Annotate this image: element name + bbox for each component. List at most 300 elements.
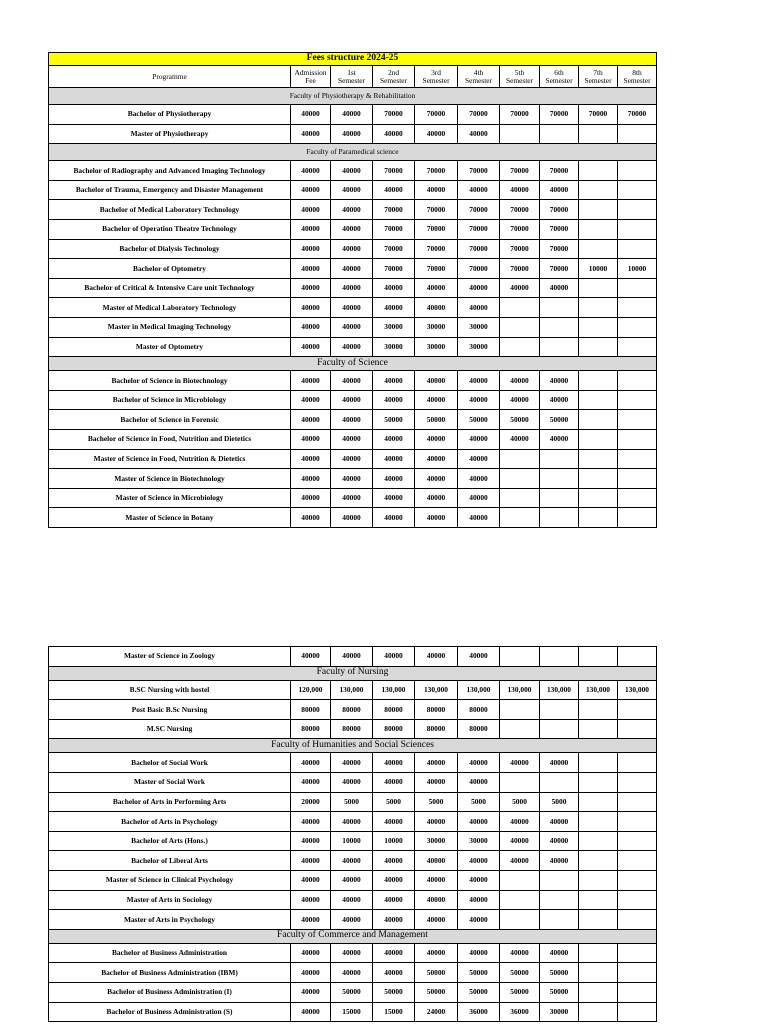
fee-cell: 40000 xyxy=(331,317,373,337)
fee-cell: 40000 xyxy=(458,772,500,792)
table-row xyxy=(49,239,657,259)
fee-cell xyxy=(618,161,657,181)
fee-cell: 30000 xyxy=(415,831,458,851)
fee-cell: 40000 xyxy=(415,429,458,449)
fee-cell: 40000 xyxy=(500,429,540,449)
fee-cell: 70000 xyxy=(500,259,540,279)
fee-cell: 40000 xyxy=(415,647,458,667)
fee-cell: 40000 xyxy=(373,910,415,930)
fee-cell: 80000 xyxy=(458,700,500,720)
programme-name: Master of Science in Clinical Psychology xyxy=(49,870,291,890)
fee-cell: 130,000 xyxy=(458,680,500,700)
table-row xyxy=(49,700,657,720)
fee-cell xyxy=(579,239,618,259)
table-row xyxy=(49,508,657,528)
fee-cell: 40000 xyxy=(458,124,500,144)
fee-cell: 70000 xyxy=(500,219,540,239)
fee-cell xyxy=(618,337,657,357)
fee-cell: 40000 xyxy=(331,390,373,410)
fee-cell: 70000 xyxy=(458,161,500,181)
fee-cell: 40000 xyxy=(373,371,415,391)
fee-cell: 40000 xyxy=(291,982,331,1002)
fee-cell xyxy=(618,1002,657,1022)
fee-cell: 40000 xyxy=(458,469,500,489)
fee-cell: 36000 xyxy=(500,1002,540,1022)
faculty-row xyxy=(49,88,657,105)
fee-cell xyxy=(618,469,657,489)
fee-cell: 40000 xyxy=(458,278,500,298)
fee-cell: 40000 xyxy=(291,278,331,298)
fee-cell: 40000 xyxy=(458,890,500,910)
table-row xyxy=(49,371,657,391)
fee-cell: 50000 xyxy=(500,982,540,1002)
fee-cell xyxy=(500,700,540,720)
fee-cell: 5000 xyxy=(331,792,373,812)
fee-cell: 40000 xyxy=(331,963,373,983)
fee-cell: 40000 xyxy=(331,870,373,890)
faculty-heading: Faculty of Humanities and Social Sciences xyxy=(49,739,657,753)
table-row xyxy=(49,943,657,963)
fee-cell: 40000 xyxy=(373,812,415,832)
fee-cell: 40000 xyxy=(458,508,500,528)
fee-cell: 15000 xyxy=(331,1002,373,1022)
programme-name: Bachelor of Arts in Psychology xyxy=(49,812,291,832)
header-line-2: Semester xyxy=(422,75,450,85)
header-line-2: Semester xyxy=(584,75,612,85)
fee-cell: 70000 xyxy=(415,161,458,181)
fee-cell: 70000 xyxy=(540,259,579,279)
fee-cell: 40000 xyxy=(331,812,373,832)
fee-cell: 70000 xyxy=(415,259,458,279)
table-row xyxy=(49,161,657,181)
fee-cell: 40000 xyxy=(373,890,415,910)
fee-cell: 40000 xyxy=(373,508,415,528)
header-line-1: 2nd xyxy=(387,67,400,77)
programme-name: Master of Arts in Sociology xyxy=(49,890,291,910)
fee-cell: 40000 xyxy=(500,390,540,410)
fee-cell: 80000 xyxy=(373,700,415,720)
fee-cell xyxy=(540,700,579,720)
table-row xyxy=(49,870,657,890)
fee-cell xyxy=(618,488,657,508)
fee-cell: 40000 xyxy=(291,812,331,832)
fee-cell xyxy=(579,161,618,181)
fee-cell: 10000 xyxy=(579,259,618,279)
fee-cell: 40000 xyxy=(373,772,415,792)
fee-cell: 40000 xyxy=(540,371,579,391)
fee-cell xyxy=(618,278,657,298)
fee-cell: 40000 xyxy=(291,239,331,259)
fee-cell xyxy=(500,469,540,489)
fee-cell xyxy=(540,772,579,792)
fee-cell: 40000 xyxy=(415,812,458,832)
fee-cell: 50000 xyxy=(458,963,500,983)
fee-cell xyxy=(579,371,618,391)
fee-cell: 40000 xyxy=(331,488,373,508)
fee-cell: 130,000 xyxy=(373,680,415,700)
faculty-row xyxy=(49,357,657,371)
fee-cell: 80000 xyxy=(415,700,458,720)
fee-cell xyxy=(579,812,618,832)
fee-cell: 70000 xyxy=(415,200,458,220)
table-row xyxy=(49,1002,657,1022)
fee-cell: 40000 xyxy=(458,390,500,410)
fee-cell xyxy=(618,772,657,792)
fee-cell xyxy=(579,1002,618,1022)
fee-cell xyxy=(579,180,618,200)
fee-cell: 80000 xyxy=(415,719,458,739)
fee-cell xyxy=(579,982,618,1002)
fee-cell: 120,000 xyxy=(291,680,331,700)
table-row xyxy=(49,851,657,871)
fee-cell: 40000 xyxy=(331,753,373,773)
fee-cell: 40000 xyxy=(331,890,373,910)
fee-cell: 40000 xyxy=(291,831,331,851)
fee-cell: 70000 xyxy=(458,105,500,125)
fee-cell: 70000 xyxy=(458,259,500,279)
fee-cell: 70000 xyxy=(458,219,500,239)
fee-cell: 40000 xyxy=(540,812,579,832)
table-row xyxy=(49,831,657,851)
fee-cell xyxy=(579,943,618,963)
fee-cell xyxy=(579,753,618,773)
fee-cell: 40000 xyxy=(500,943,540,963)
fee-cell: 40000 xyxy=(291,508,331,528)
fee-cell: 50000 xyxy=(500,963,540,983)
programme-name: Master of Arts in Psychology xyxy=(49,910,291,930)
fee-cell: 40000 xyxy=(331,429,373,449)
fee-cell xyxy=(500,508,540,528)
table-row xyxy=(49,469,657,489)
fee-cell: 40000 xyxy=(331,851,373,871)
fee-cell: 40000 xyxy=(373,469,415,489)
fee-cell: 40000 xyxy=(415,390,458,410)
fee-cell xyxy=(618,700,657,720)
fee-cell xyxy=(618,982,657,1002)
fee-cell xyxy=(579,963,618,983)
fee-cell: 40000 xyxy=(540,390,579,410)
fee-cell: 50000 xyxy=(458,410,500,430)
programme-name: B.SC Nursing with hostel xyxy=(49,680,291,700)
table-row xyxy=(49,124,657,144)
faculty-heading: Faculty of Nursing xyxy=(49,666,657,680)
header-line-2: Semester xyxy=(545,75,573,85)
fee-cell: 5000 xyxy=(415,792,458,812)
fee-cell: 70000 xyxy=(458,239,500,259)
fee-cell: 70000 xyxy=(540,161,579,181)
fee-cell: 40000 xyxy=(291,390,331,410)
fees-structure-title: Fees structure 2024-25 xyxy=(49,53,657,66)
header-line-1: 7th xyxy=(593,67,603,77)
programme-name: Master of Science in Biotechnology xyxy=(49,469,291,489)
fee-cell: 40000 xyxy=(291,870,331,890)
fee-cell xyxy=(540,449,579,469)
fee-cell xyxy=(618,647,657,667)
fee-cell: 40000 xyxy=(331,772,373,792)
fee-cell: 40000 xyxy=(500,812,540,832)
fee-cell: 70000 xyxy=(415,219,458,239)
fee-cell: 50000 xyxy=(540,963,579,983)
programme-name: Bachelor of Business Administration xyxy=(49,943,291,963)
fee-cell: 40000 xyxy=(540,278,579,298)
fee-cell: 40000 xyxy=(331,219,373,239)
fee-cell: 5000 xyxy=(458,792,500,812)
fee-cell: 40000 xyxy=(458,753,500,773)
fee-cell xyxy=(618,219,657,239)
fee-cell: 130,000 xyxy=(618,680,657,700)
programme-name: Bachelor of Science in Food, Nutrition and Dietetics xyxy=(49,429,291,449)
fee-cell: 40000 xyxy=(500,278,540,298)
fee-cell xyxy=(540,124,579,144)
fee-cell: 40000 xyxy=(291,180,331,200)
table-row xyxy=(49,390,657,410)
fee-cell: 70000 xyxy=(500,200,540,220)
fee-cell: 5000 xyxy=(500,792,540,812)
fee-cell: 50000 xyxy=(540,410,579,430)
fee-cell: 30000 xyxy=(373,337,415,357)
faculty-heading: Faculty of Science xyxy=(49,357,657,371)
fee-cell: 40000 xyxy=(415,488,458,508)
fee-cell: 40000 xyxy=(331,239,373,259)
fee-cell: 40000 xyxy=(331,508,373,528)
fee-cell xyxy=(579,469,618,489)
fee-cell: 40000 xyxy=(415,851,458,871)
table-row xyxy=(49,812,657,832)
fee-cell xyxy=(579,200,618,220)
programme-name: Master of Science in Microbiology xyxy=(49,488,291,508)
fee-cell xyxy=(500,298,540,318)
fee-cell: 70000 xyxy=(373,161,415,181)
programme-name: Post Basic B.Sc Nursing xyxy=(49,700,291,720)
fee-cell xyxy=(540,488,579,508)
fee-cell: 70000 xyxy=(500,239,540,259)
header-line-2: Semester xyxy=(337,75,366,85)
fee-cell xyxy=(540,298,579,318)
fee-cell: 40000 xyxy=(500,180,540,200)
fee-cell xyxy=(579,831,618,851)
fee-cell: 40000 xyxy=(331,105,373,125)
programme-name: Bachelor of Optometry xyxy=(49,259,291,279)
programme-name: Bachelor of Operation Theatre Technology xyxy=(49,219,291,239)
fee-cell: 40000 xyxy=(291,963,331,983)
fee-cell xyxy=(579,124,618,144)
fee-cell xyxy=(618,317,657,337)
table-row xyxy=(49,647,657,667)
fee-cell xyxy=(579,792,618,812)
fee-cell xyxy=(579,910,618,930)
fee-cell: 40000 xyxy=(458,429,500,449)
fee-cell xyxy=(618,449,657,469)
header-line-1: 1st xyxy=(347,67,356,77)
fee-cell: 40000 xyxy=(331,469,373,489)
fee-cell xyxy=(540,890,579,910)
fee-cell xyxy=(618,298,657,318)
fee-cell: 40000 xyxy=(291,851,331,871)
header-line-2: Semester xyxy=(464,75,493,85)
fee-cell: 80000 xyxy=(331,700,373,720)
table-row xyxy=(49,278,657,298)
fee-cell: 40000 xyxy=(291,469,331,489)
fee-cell: 40000 xyxy=(331,200,373,220)
fee-cell: 40000 xyxy=(331,180,373,200)
fee-cell: 30000 xyxy=(373,317,415,337)
fee-cell: 40000 xyxy=(458,812,500,832)
faculty-row xyxy=(49,929,657,943)
fee-cell xyxy=(618,910,657,930)
fee-cell xyxy=(540,469,579,489)
fee-cell xyxy=(618,890,657,910)
fee-cell: 70000 xyxy=(373,239,415,259)
fee-cell: 40000 xyxy=(331,910,373,930)
faculty-heading: Faculty of Commerce and Management xyxy=(49,929,657,943)
fee-cell: 40000 xyxy=(291,410,331,430)
header-line-1: 6th xyxy=(554,67,564,77)
programme-name: Bachelor of Critical & Intensive Care unit Technology xyxy=(49,278,291,298)
programme-header: Programme xyxy=(49,66,291,88)
fee-cell xyxy=(618,410,657,430)
fee-cell: 40000 xyxy=(291,105,331,125)
fee-cell xyxy=(579,429,618,449)
fee-cell: 40000 xyxy=(415,890,458,910)
table-row xyxy=(49,488,657,508)
fee-cell: 40000 xyxy=(291,219,331,239)
fee-cell: 40000 xyxy=(415,910,458,930)
fee-cell xyxy=(618,851,657,871)
fee-cell: 40000 xyxy=(291,429,331,449)
header-line-1: 3rd xyxy=(431,67,441,77)
fee-cell: 40000 xyxy=(540,753,579,773)
table-row xyxy=(49,429,657,449)
semester-header xyxy=(540,66,579,88)
fee-cell xyxy=(579,890,618,910)
faculty-heading: Faculty of Physiotherapy & Rehabilitation xyxy=(49,88,657,105)
fee-cell xyxy=(579,851,618,871)
fee-cell xyxy=(579,337,618,357)
fee-cell xyxy=(540,647,579,667)
fee-cell xyxy=(500,910,540,930)
programme-name: Bachelor of Arts in Performing Arts xyxy=(49,792,291,812)
fee-cell: 40000 xyxy=(373,449,415,469)
faculty-heading: Faculty of Paramedical science xyxy=(49,144,657,161)
fee-cell: 5000 xyxy=(373,792,415,812)
fee-cell: 50000 xyxy=(458,982,500,1002)
title-row xyxy=(49,53,657,66)
fee-cell: 40000 xyxy=(458,180,500,200)
fee-cell: 40000 xyxy=(373,851,415,871)
fee-cell: 40000 xyxy=(373,124,415,144)
fee-cell xyxy=(618,870,657,890)
table-row xyxy=(49,963,657,983)
fee-cell: 50000 xyxy=(540,982,579,1002)
fee-cell: 40000 xyxy=(415,124,458,144)
fee-cell: 40000 xyxy=(373,429,415,449)
fee-cell: 40000 xyxy=(458,449,500,469)
fee-cell: 70000 xyxy=(415,105,458,125)
programme-name: Master of Medical Laboratory Technology xyxy=(49,298,291,318)
semester-header xyxy=(373,66,415,88)
fee-cell: 30000 xyxy=(458,317,500,337)
fee-cell: 40000 xyxy=(373,647,415,667)
header-line-1: Admission xyxy=(294,67,327,77)
fee-cell: 50000 xyxy=(373,982,415,1002)
fee-cell: 40000 xyxy=(373,488,415,508)
faculty-row xyxy=(49,666,657,680)
programme-name: Bachelor of Business Administration (I) xyxy=(49,982,291,1002)
fee-cell: 40000 xyxy=(458,870,500,890)
fee-cell: 30000 xyxy=(415,317,458,337)
fee-cell: 80000 xyxy=(373,719,415,739)
fee-cell: 40000 xyxy=(291,337,331,357)
fee-cell: 80000 xyxy=(291,700,331,720)
programme-name: Master of Optometry xyxy=(49,337,291,357)
fee-cell: 40000 xyxy=(458,851,500,871)
fee-cell: 130,000 xyxy=(331,680,373,700)
fee-cell: 40000 xyxy=(500,371,540,391)
table-row xyxy=(49,680,657,700)
fee-cell: 40000 xyxy=(500,753,540,773)
fee-cell: 40000 xyxy=(331,124,373,144)
fee-cell xyxy=(579,508,618,528)
table-row xyxy=(49,753,657,773)
fee-cell: 40000 xyxy=(291,647,331,667)
programme-name: Master of Science in Botany xyxy=(49,508,291,528)
fee-cell: 40000 xyxy=(415,180,458,200)
fee-cell xyxy=(579,298,618,318)
semester-header xyxy=(415,66,458,88)
fee-cell: 40000 xyxy=(373,963,415,983)
fee-cell: 40000 xyxy=(458,488,500,508)
fee-cell: 40000 xyxy=(458,647,500,667)
fee-cell xyxy=(579,700,618,720)
fee-cell xyxy=(540,870,579,890)
fee-cell: 30000 xyxy=(415,337,458,357)
fee-cell: 40000 xyxy=(415,943,458,963)
fee-cell: 40000 xyxy=(373,180,415,200)
fee-cell xyxy=(500,488,540,508)
programme-name: Master of Science in Zoology xyxy=(49,647,291,667)
semester-header xyxy=(500,66,540,88)
fee-cell xyxy=(579,647,618,667)
fee-cell: 40000 xyxy=(415,772,458,792)
header-line-2: Semester xyxy=(505,75,534,85)
fee-cell xyxy=(540,719,579,739)
fee-cell: 40000 xyxy=(373,278,415,298)
fee-cell: 70000 xyxy=(373,105,415,125)
fee-cell: 40000 xyxy=(331,337,373,357)
fee-cell xyxy=(618,753,657,773)
fee-cell: 70000 xyxy=(500,161,540,181)
table-row xyxy=(49,259,657,279)
fee-cell: 40000 xyxy=(291,1002,331,1022)
fee-cell xyxy=(579,278,618,298)
fee-cell xyxy=(618,508,657,528)
semester-header xyxy=(291,66,331,88)
fee-cell: 50000 xyxy=(500,410,540,430)
fee-cell: 40000 xyxy=(331,298,373,318)
programme-name: Master of Social Work xyxy=(49,772,291,792)
programme-name: Bachelor of Trauma, Emergency and Disaster Management xyxy=(49,180,291,200)
fee-cell: 15000 xyxy=(373,1002,415,1022)
fee-cell: 20000 xyxy=(291,792,331,812)
programme-name: Bachelor of Science in Microbiology xyxy=(49,390,291,410)
fee-cell xyxy=(579,449,618,469)
fee-cell xyxy=(579,870,618,890)
fee-cell: 70000 xyxy=(540,200,579,220)
table-row xyxy=(49,772,657,792)
fee-cell: 40000 xyxy=(291,124,331,144)
fee-cell xyxy=(500,337,540,357)
fee-cell: 70000 xyxy=(458,200,500,220)
